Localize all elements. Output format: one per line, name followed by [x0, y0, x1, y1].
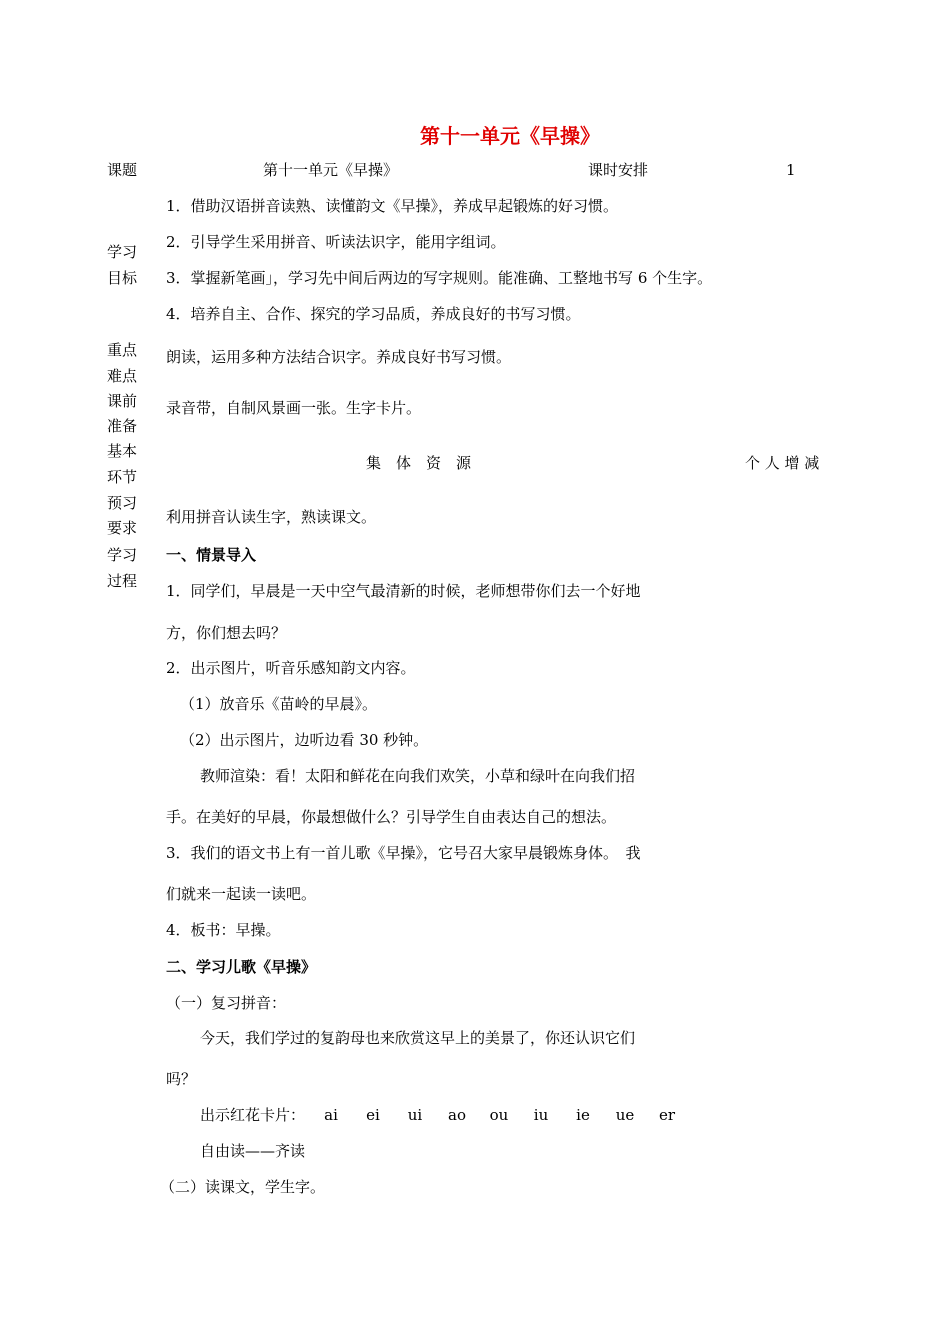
- goal-item-2: 2．引导学生采用拼音、听读法识字，能用字组词。: [166, 233, 506, 251]
- pinyin-card: er: [658, 1106, 676, 1124]
- paragraph: 3．我们的语文书上有一首儿歌《早操》，它号召大家早晨锻炼身体。 我: [166, 844, 641, 862]
- page-title: 第十一单元《早操》: [420, 124, 600, 148]
- section-1-title: 一、情景导入: [166, 546, 257, 564]
- paragraph: 吗？: [166, 1070, 197, 1088]
- preparation-text: 录音带，自制风景画一张。生字卡片。: [166, 399, 422, 417]
- label-steps-2: 环节: [107, 468, 138, 486]
- paragraph: 手。在美好的早晨，你最想做什么？引导学生自由表达自己的想法。: [166, 808, 617, 826]
- paragraph: 4．板书：早操。: [166, 921, 281, 939]
- schedule-value: 1: [786, 161, 796, 179]
- preview-text: 利用拼音认读生字，熟读课文。: [166, 508, 377, 526]
- pinyin-cards: [310, 1108, 688, 1123]
- label-prep-2: 准备: [107, 417, 138, 435]
- schedule-label: 课时安排: [588, 161, 649, 179]
- label-focus-1: 重点: [107, 341, 138, 359]
- pinyin-card: ui: [407, 1106, 423, 1124]
- pinyin-card: ie: [576, 1106, 590, 1124]
- label-goals-2: 目标: [107, 269, 138, 287]
- paragraph: 教师渲染：看！太阳和鲜花在向我们欢笑，小草和绿叶在向我们招: [200, 767, 636, 785]
- pinyin-card: ai: [324, 1106, 338, 1124]
- paragraph: （一）复习拼音：: [166, 994, 287, 1012]
- pinyin-card: ue: [615, 1106, 635, 1124]
- label-focus-2: 难点: [107, 367, 138, 385]
- pinyin-card: ou: [489, 1106, 509, 1124]
- paragraph: （二）读课文，学生字。: [160, 1178, 326, 1196]
- collective-resources-header: 集 体 资 源: [366, 454, 472, 472]
- goal-item-3: 3．掌握新笔画」，学习先中间后两边的写字规则。能准确、工整地书写 6 个生字。: [166, 269, 713, 287]
- pinyin-card: iu: [533, 1106, 549, 1124]
- paragraph: 自由读——齐读: [200, 1142, 306, 1160]
- paragraph: 们就来一起读一读吧。: [166, 885, 317, 903]
- personal-adjustments-header: 个 人 增 减: [745, 454, 820, 472]
- cards-label: 出示红花卡片：: [200, 1106, 306, 1124]
- label-preview-1: 预习: [107, 494, 138, 512]
- label-prep-1: 课前: [107, 392, 138, 410]
- paragraph: 方，你们想去吗？: [166, 624, 287, 642]
- goal-item-1: 1．借助汉语拼音读熟、读懂韵文《早操》，养成早起锻炼的好习惯。: [166, 197, 619, 215]
- pinyin-card: ao: [448, 1106, 466, 1124]
- label-process-2: 过程: [107, 572, 138, 590]
- label-preview-2: 要求: [107, 519, 138, 537]
- pinyin-card: ei: [366, 1106, 380, 1124]
- paragraph: 今天，我们学过的复韵母也来欣赏这早上的美景了，你还认识它们: [200, 1029, 636, 1047]
- goal-item-4: 4．培养自主、合作、探究的学习品质，养成良好的书写习惯。: [166, 305, 581, 323]
- topic-value: 第十一单元《早操》: [263, 161, 399, 179]
- label-process-1: 学习: [107, 546, 138, 564]
- focus-text: 朗读，运用多种方法结合识字。养成良好书写习惯。: [166, 348, 512, 366]
- topic-label: 课题: [107, 161, 138, 179]
- paragraph: 2．出示图片，听音乐感知韵文内容。: [166, 659, 416, 677]
- label-goals-1: 学习: [107, 243, 138, 261]
- label-steps-1: 基本: [107, 442, 138, 460]
- section-2-title: 二、学习儿歌《早操》: [166, 958, 317, 976]
- paragraph: 1．同学们，早晨是一天中空气最清新的时候，老师想带你们去一个好地: [166, 582, 641, 600]
- paragraph: （1）放音乐《苗岭的早晨》。: [180, 695, 378, 713]
- paragraph: （2）出示图片，边听边看 30 秒钟。: [180, 731, 429, 749]
